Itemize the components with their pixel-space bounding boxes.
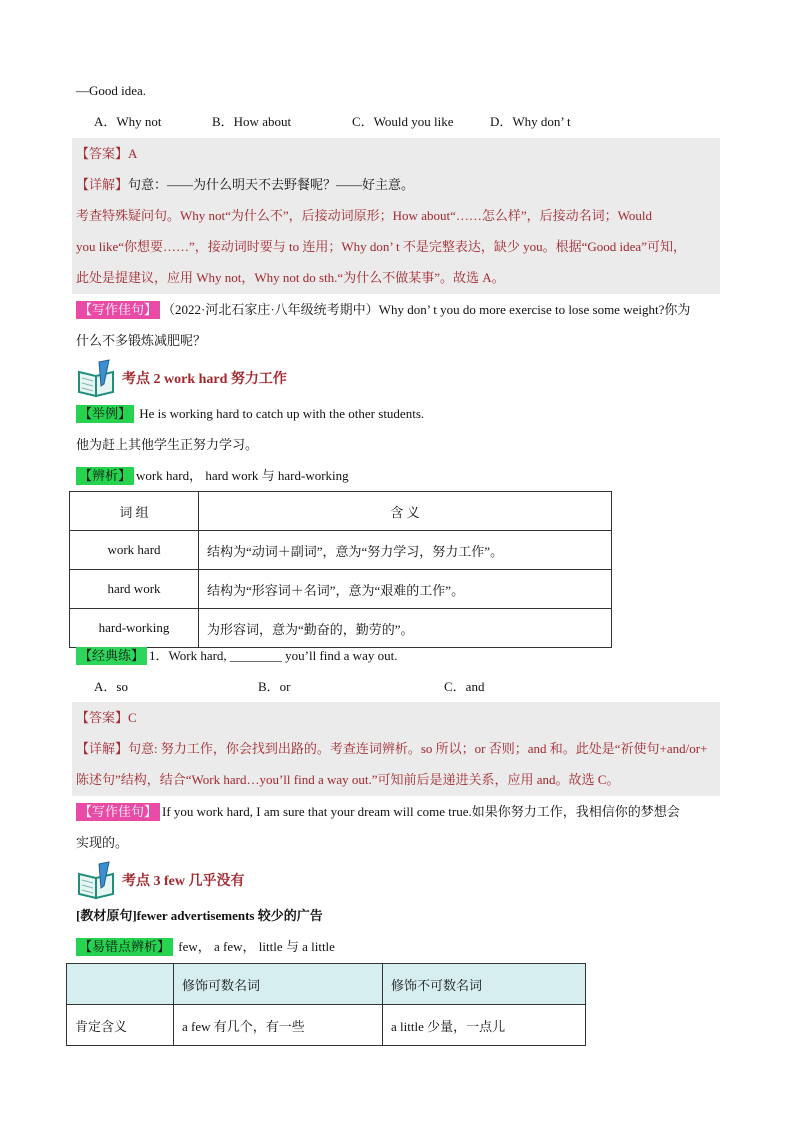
example2-translation: 他为赶上其他学生正努力学习。 bbox=[76, 437, 259, 452]
detail1-line2: 考查特殊疑问句。Why not“为什么不”，后接动词原形；How about“……怎么样”，后接动名词；Would bbox=[76, 208, 652, 223]
table-row bbox=[70, 531, 612, 570]
exercise-text: 1．Work hard, ________ you’ll find a way out. bbox=[149, 648, 398, 663]
exercise2-line bbox=[76, 646, 397, 666]
table-header-cell: 修饰不可数名词 bbox=[383, 964, 586, 1005]
option-d: D．Why don’ t bbox=[490, 114, 571, 129]
mistake-tag: 【易错点辨析】 bbox=[76, 938, 173, 956]
example2-line bbox=[76, 404, 424, 424]
detail-text: 句意: 努力工作，你会找到出路的。考查连词辨析。so 所以；or 否则；and 和。此处是“祈使句+and/or+ bbox=[128, 741, 708, 756]
sentence1-line1 bbox=[76, 300, 690, 320]
answer-tag: 【答案】 bbox=[76, 146, 129, 161]
option-b: B．or bbox=[258, 679, 291, 694]
option-a: A．Why not bbox=[94, 114, 162, 129]
analysis2-line bbox=[76, 466, 349, 486]
sentence-text: （2022·河北石家庄·八年级统考期中）Why don’ t you do more exercise to lose some weight?你为 bbox=[162, 302, 691, 317]
answer-block-2 bbox=[72, 702, 720, 796]
table-cell: hard work bbox=[70, 570, 199, 609]
table-header-row bbox=[67, 964, 586, 1005]
table-cell: work hard bbox=[70, 531, 199, 570]
detail2-line1 bbox=[76, 739, 707, 759]
comparison-table-1 bbox=[69, 491, 612, 648]
table-header-cell: 修饰可数名词 bbox=[174, 964, 383, 1005]
table-cell: 肯定含义 bbox=[67, 1005, 174, 1046]
book-pen-icon bbox=[76, 358, 118, 398]
book-pen-icon bbox=[76, 860, 118, 900]
table-header-row bbox=[70, 492, 612, 531]
table-row bbox=[70, 570, 612, 609]
table-cell: hard-working bbox=[70, 609, 199, 648]
table-cell: a little 少量，一点儿 bbox=[383, 1005, 586, 1046]
answer-value: C bbox=[128, 710, 137, 725]
detail-text: 句意：——为什么明天不去野餐呢？——好主意。 bbox=[128, 177, 415, 192]
answer-value: A bbox=[128, 146, 138, 161]
answer1 bbox=[76, 144, 137, 164]
writing-tag: 【写作佳句】 bbox=[76, 803, 160, 821]
option-a: A．so bbox=[94, 679, 128, 694]
point2-title: 考点 2 work hard 努力工作 bbox=[122, 372, 287, 387]
comparison-table-2 bbox=[66, 963, 586, 1046]
analysis-text: work hard， hard work 与 hard-working bbox=[136, 468, 349, 483]
detail1-line4: 此处是提建议，应用 Why not，Why not do sth.“为什么不做某事”。故选 A。 bbox=[76, 270, 505, 285]
mistake3-line bbox=[76, 937, 335, 957]
table-cell: a few 有几个，有一些 bbox=[174, 1005, 383, 1046]
table-cell: 结构为“形容词＋名词”，意为“艰难的工作”。 bbox=[199, 570, 612, 609]
answer-block-1 bbox=[72, 138, 720, 294]
table-header-cell: 词 组 bbox=[70, 492, 199, 531]
writing-tag: 【写作佳句】 bbox=[76, 301, 160, 319]
textbook-sentence: [教材原句]fewer advertisements 较少的广告 bbox=[76, 908, 323, 923]
mistake-text: few， a few， little 与 a little bbox=[175, 939, 335, 954]
analysis-tag: 【辨析】 bbox=[76, 467, 134, 485]
example-text: He is working hard to catch up with the other students. bbox=[136, 406, 425, 421]
table-cell: 为形容词，意为“勤奋的，勤劳的”。 bbox=[199, 609, 612, 648]
dialog-line: —Good idea. bbox=[76, 83, 147, 98]
detail2-line2: 陈述句”结构，结合“Work hard…you’ll find a way out.”可知前后是递进关系，应用 and。故选 C。 bbox=[76, 772, 620, 787]
option-c: C．and bbox=[444, 679, 485, 694]
answer-tag: 【答案】 bbox=[76, 710, 129, 725]
option-b: B．How about bbox=[212, 114, 292, 129]
point2-heading bbox=[76, 358, 287, 398]
detail1-line1 bbox=[76, 175, 414, 195]
sentence1-line2: 什么不多锻炼减肥呢？ bbox=[76, 333, 207, 348]
point3-title: 考点 3 few 几乎没有 bbox=[122, 874, 245, 889]
answer2 bbox=[76, 708, 137, 728]
option-c: C．Would you like bbox=[352, 114, 454, 129]
example-tag: 【举例】 bbox=[76, 405, 134, 423]
exercise-tag: 【经典练】 bbox=[76, 647, 147, 665]
table-row bbox=[67, 1005, 586, 1046]
point3-heading bbox=[76, 860, 245, 900]
table-header-cell: 含 义 bbox=[199, 492, 612, 531]
table-cell: 结构为“动词＋副词”，意为“努力学习，努力工作”。 bbox=[199, 531, 612, 570]
detail-tag: 【详解】 bbox=[76, 741, 129, 756]
detail-tag: 【详解】 bbox=[76, 177, 129, 192]
sentence2-line2: 实现的。 bbox=[76, 835, 129, 850]
detail1-line3: you like“你想要……”，接动词时要与 to 连用；Why don’ t 不是完整表达，缺少 you。根据“Good idea”可知， bbox=[76, 239, 686, 254]
sentence2-line1 bbox=[76, 802, 680, 822]
sentence-text: If you work hard, I am sure that your dream will come true.如果你努力工作，我相信你的梦想会 bbox=[162, 804, 680, 819]
table-header-cell bbox=[67, 964, 174, 1005]
table-row bbox=[70, 609, 612, 648]
